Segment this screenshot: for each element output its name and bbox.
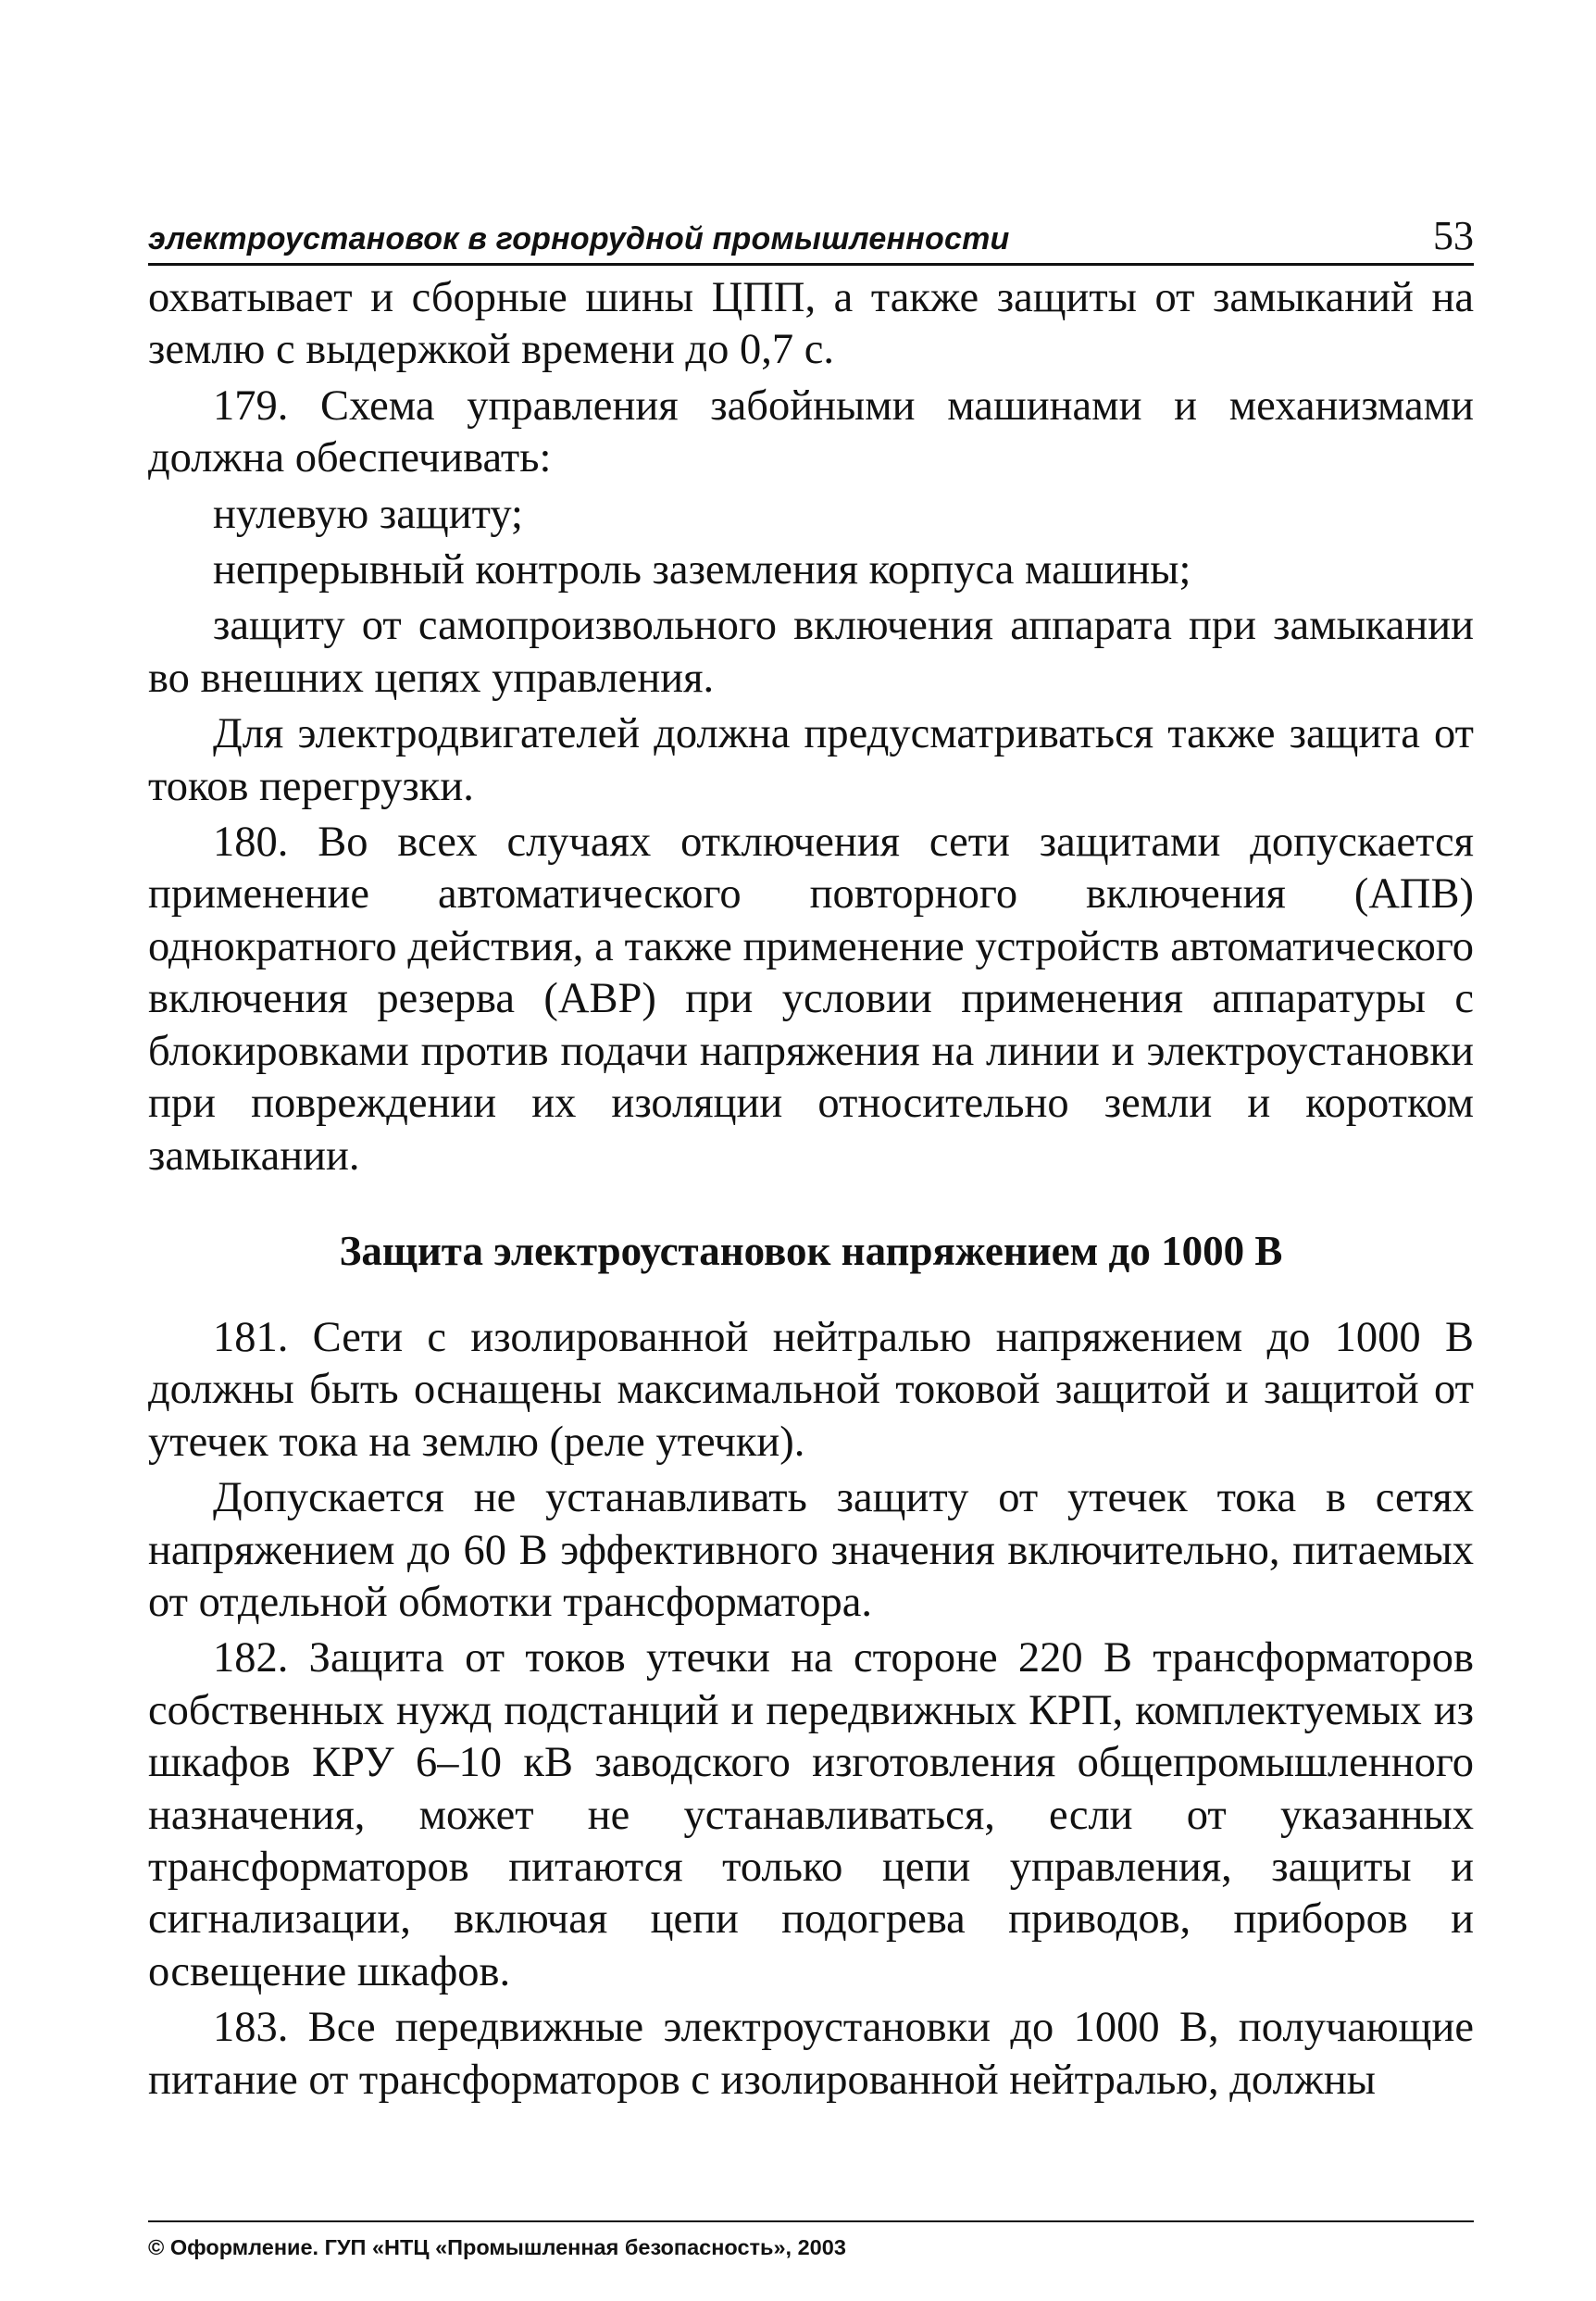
list-item-self-activation-protection: защиту от самопроизвольного включения аппарата при замыкании во внешних цепях управления. <box>148 602 1474 702</box>
paragraph-180: 180. Во всех случаях отключения сети защитами допускается применение автоматического повторного включения (АПВ) однократного действия, а также применение устройств автоматического включения резерва (АВР) при условии применения аппаратуры с блокировками против подачи напряжения на линии и электроустановки при повреждении их изоляции относительно земли и коротком замыкании. <box>148 819 1474 1180</box>
paragraph-179: 179. Схема управления забойными машинами и механизмами должна обеспечивать: <box>148 381 1474 482</box>
page-body <box>148 272 1474 2107</box>
paragraph-183: 183. Все передвижные электроустановки до 1000 В, получающие питание от трансформаторов с изолированной нейтралью, должны <box>148 2004 1474 2104</box>
paragraph-182: 182. Защита от токов утечки на стороне 220 В трансформаторов собственных нужд подстанций и передвижных КРП, комплектуемых из шкафов КРУ 6–10 кВ заводского изготовления общепромышленного назначения, может не устанавливаться, если от указанных трансформаторов питаются только цепи управления, защиты и сигнализации, включая цепи подогрева приводов, приборов и освещение шкафов. <box>148 1634 1474 1995</box>
copyright-footer: © Оформление. ГУП «НТЦ «Промышленная безопасность», 2003 <box>148 2220 1474 2260</box>
running-header <box>148 211 1474 266</box>
paragraph-leakage-exception: Допускается не устанавливать защиту от утечек тока в сетях напряжением до 60 В эффективного значения включительно, питаемых от отдельной обмотки трансформатора. <box>148 1474 1474 1626</box>
running-header-title: электроустановок в горнорудной промышленности <box>148 221 1010 256</box>
paragraph-181: 181. Сети с изолированной нейтралью напряжением до 1000 В должны быть оснащены максимальной токовой защитой и защитой от утечек тока на землю (реле утечки). <box>148 1313 1474 1466</box>
list-item-grounding-control: непрерывный контроль заземления корпуса машины; <box>213 546 1191 594</box>
list-item-zero-protection: нулевую защиту; <box>213 490 523 538</box>
paragraph-overload-protection: Для электродвигателей должна предусматриваться также защита от токов перегрузки. <box>148 710 1474 810</box>
section-heading: Защита электроустановок напряжением до 1000 В <box>339 1227 1283 1274</box>
page-number: 53 <box>1433 213 1474 258</box>
paragraph-continuation: охватывает и сборные шины ЦПП, а также защиты от замыканий на землю с выдержкой времени до 0,7 с. <box>148 274 1474 374</box>
